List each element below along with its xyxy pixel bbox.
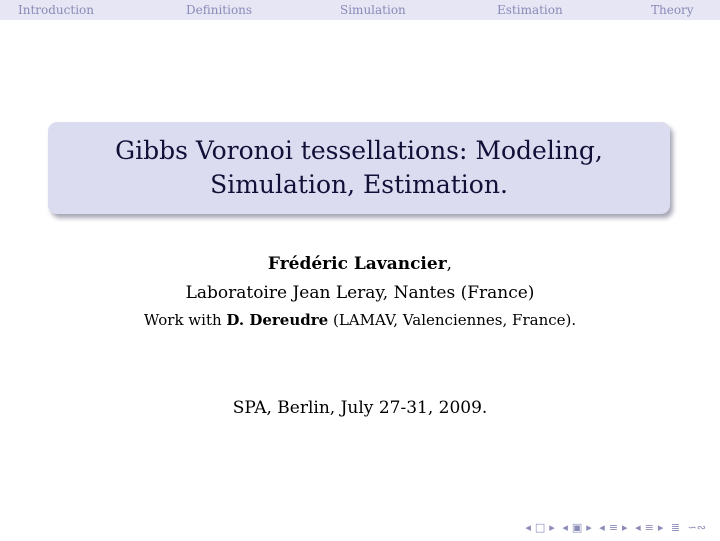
nav-section-estimation[interactable]: Estimation xyxy=(497,3,563,17)
title-block xyxy=(48,122,670,214)
author-line xyxy=(0,254,720,274)
section-icon[interactable]: ≡ xyxy=(608,521,619,534)
doc-next-icon[interactable]: ▸ xyxy=(657,521,664,534)
subsection-next-icon[interactable]: ▸ xyxy=(586,521,592,534)
title-line-1: Gibbs Voronoi tessellations: Modeling, xyxy=(115,136,603,165)
align-icon[interactable]: ≣ xyxy=(670,521,681,534)
collaborator-line xyxy=(0,311,720,329)
collaborator-prefix: Work with xyxy=(143,311,222,329)
author-suffix: , xyxy=(446,254,453,274)
search-icon[interactable]: ∽∾ xyxy=(687,521,706,534)
doc-icon[interactable]: ≡ xyxy=(644,521,654,534)
title-line-2: Simulation, Estimation. xyxy=(210,170,508,199)
conference-info: SPA, Berlin, July 27-31, 2009. xyxy=(232,398,488,418)
nav-section-simulation[interactable]: Simulation xyxy=(340,3,406,17)
nav-section-definitions[interactable]: Definitions xyxy=(186,3,253,17)
author-name: Frédéric Lavancier xyxy=(267,254,447,274)
nav-section-theory[interactable]: Theory xyxy=(651,3,694,17)
section-navigation-bar xyxy=(0,0,720,20)
frame-icon[interactable]: □ xyxy=(534,521,546,534)
section-prev-icon[interactable]: ◂ xyxy=(599,521,605,534)
frame-prev-icon[interactable]: ◂ xyxy=(525,521,531,534)
subsection-icon[interactable]: ▣ xyxy=(571,521,583,534)
doc-prev-icon[interactable]: ◂ xyxy=(635,521,641,534)
subsection-prev-icon[interactable]: ◂ xyxy=(562,521,568,534)
section-next-icon[interactable]: ▸ xyxy=(622,521,628,534)
frame-next-icon[interactable]: ▸ xyxy=(549,521,555,534)
beamer-navigation-symbols xyxy=(521,521,706,534)
collaborator-name: D. Dereudre xyxy=(226,311,329,329)
presentation-title xyxy=(115,134,603,202)
collaborator-affiliation: (LAMAV, Valenciennes, France). xyxy=(332,311,577,329)
nav-section-introduction[interactable]: Introduction xyxy=(18,3,94,17)
affiliation: Laboratoire Jean Leray, Nantes (France) xyxy=(185,283,535,303)
